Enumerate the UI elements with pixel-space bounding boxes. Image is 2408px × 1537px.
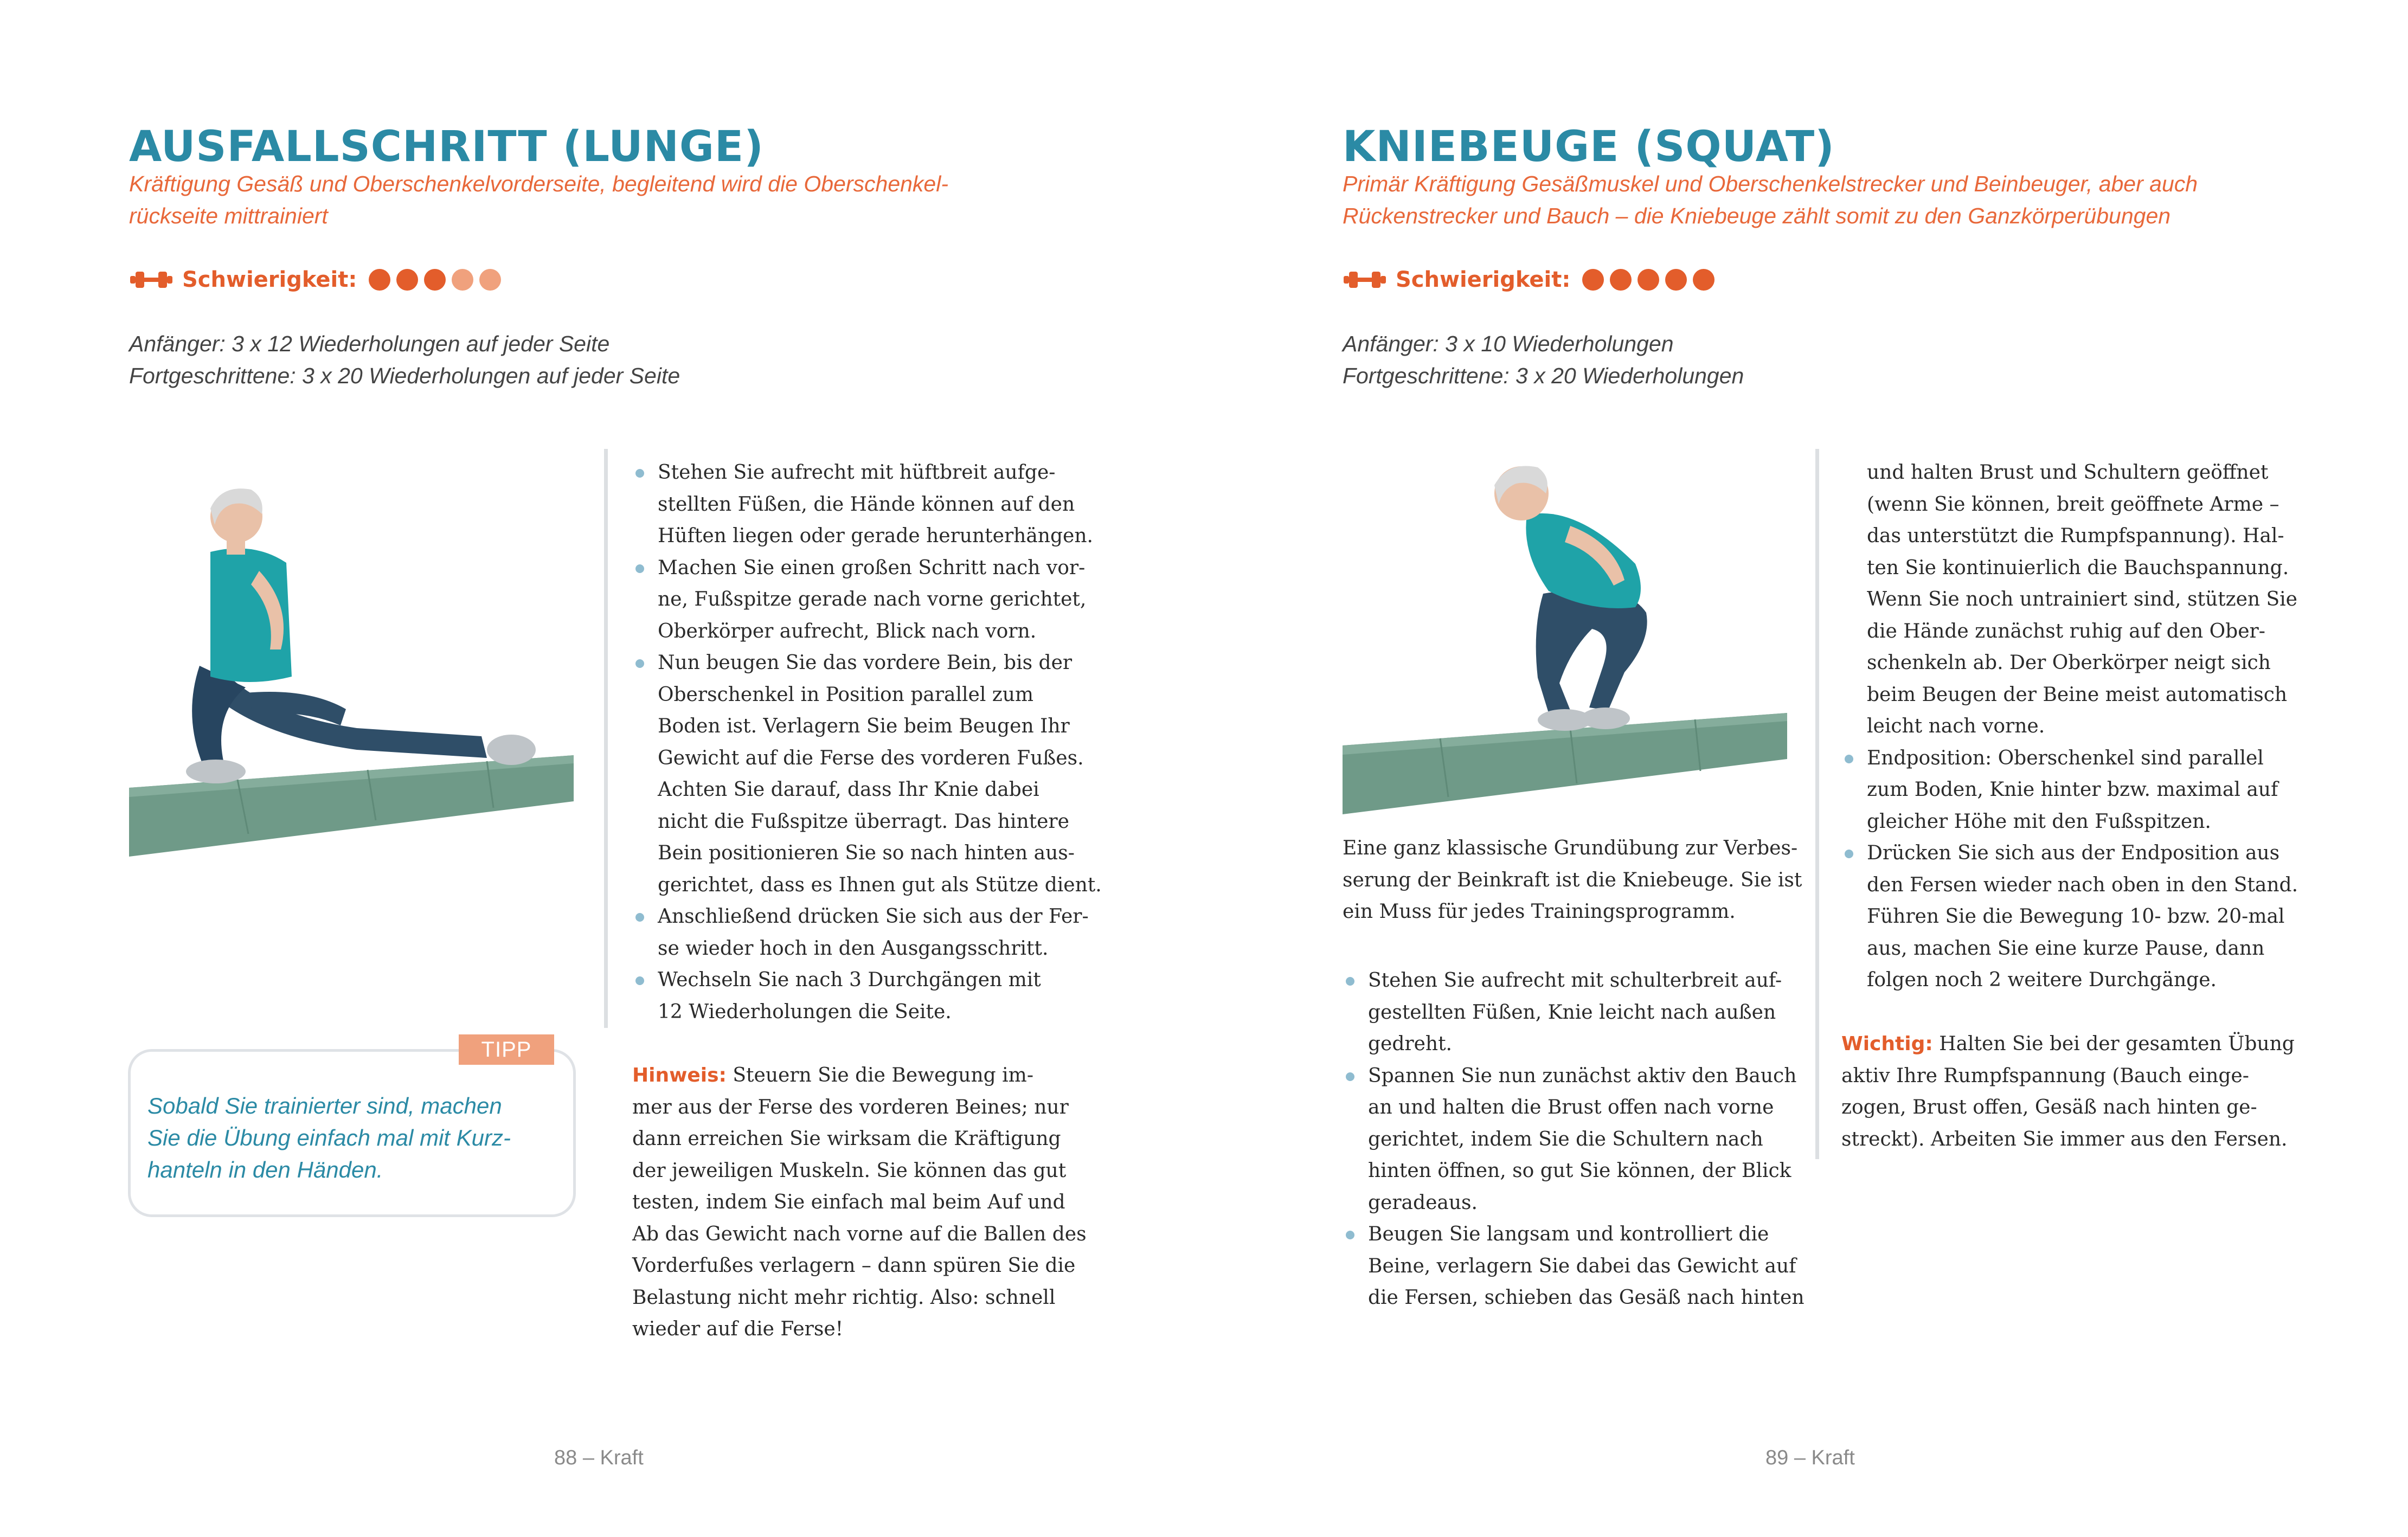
text-line: ten Sie kontinuierlich die Bauchspannung. bbox=[1867, 556, 2289, 579]
text-line: zum Boden, Knie hinter bzw. maximal auf bbox=[1867, 779, 2278, 801]
text-line: gerichtet, dass es Ihnen gut als Stütze dient. bbox=[658, 873, 1102, 896]
text-line: gleicher Höhe mit den Fußspitzen. bbox=[1867, 810, 2211, 833]
text-line: Ab das Gewicht nach vorne auf die Ballen des bbox=[632, 1223, 1087, 1245]
advanced-reps: Fortgeschrittene: 3 x 20 Wiederholungen auf jeder Seite bbox=[129, 363, 680, 388]
right-page bbox=[1204, 0, 2408, 1537]
beginner-reps: Anfänger: 3 x 12 Wiederholungen auf jeder Seite bbox=[129, 331, 610, 356]
list-item bbox=[632, 647, 1109, 901]
text-line: Endposition: Oberschenkel sind parallel bbox=[1867, 747, 2264, 769]
text-line: Wechseln Sie nach 3 Durchgängen mit bbox=[658, 969, 1041, 991]
difficulty-label: Schwierigkeit: bbox=[182, 267, 357, 292]
list-item bbox=[632, 457, 1109, 552]
text-line: Sobald Sie trainierter sind, machen bbox=[147, 1093, 502, 1118]
text-line: Belastung nicht mehr richtig. Also: schnell bbox=[632, 1286, 1056, 1309]
text-line: leicht nach vorne. bbox=[1867, 715, 2045, 737]
difficulty-dot-empty bbox=[479, 269, 501, 291]
instruction-list bbox=[1841, 457, 2319, 996]
column-divider bbox=[604, 449, 608, 1028]
text-line: Beine, verlagern Sie dabei das Gewicht auf bbox=[1368, 1255, 1796, 1277]
text-line: beim Beugen der Beine meist automatisch bbox=[1867, 683, 2288, 706]
subtitle-line: rückseite mittrainiert bbox=[129, 203, 328, 228]
text-line: hanteln in den Händen. bbox=[147, 1157, 383, 1182]
text-line: Bein positionieren Sie so nach hinten aus- bbox=[658, 842, 1075, 864]
text-line: das unterstützt die Rumpfspannung). Hal- bbox=[1867, 525, 2284, 547]
text-line: gestellten Füßen, Knie leicht nach außen bbox=[1368, 1001, 1776, 1024]
text-line: Boden ist. Verlagern Sie beim Beugen Ihr bbox=[658, 715, 1070, 737]
note-paragraph bbox=[632, 1060, 1109, 1346]
text-line: Gewicht auf die Ferse des vorderen Fußes. bbox=[658, 747, 1084, 769]
text-line: Steuern Sie die Bewegung im- bbox=[733, 1064, 1033, 1086]
repetitions bbox=[129, 328, 680, 392]
subtitle-line: Kräftigung Gesäß und Oberschenkelvorderseite, begleitend wird die Oberschenkel- bbox=[129, 171, 948, 196]
difficulty-dot-filled bbox=[1693, 269, 1715, 291]
tip-text bbox=[147, 1090, 511, 1186]
text-line: stellten Füßen, die Hände können auf den bbox=[658, 493, 1075, 516]
difficulty-dot-filled bbox=[1638, 269, 1659, 291]
difficulty-dot-filled bbox=[424, 269, 446, 291]
text-line: Halten Sie bei der gesamten Übung bbox=[1939, 1033, 2295, 1055]
text-line: folgen noch 2 weitere Durchgänge. bbox=[1867, 969, 2217, 991]
tip-tag: TIPP bbox=[459, 1034, 554, 1065]
text-line: aktiv Ihre Rumpfspannung (Bauch einge- bbox=[1841, 1064, 2249, 1087]
lunge-exercise-photo bbox=[129, 454, 574, 857]
difficulty-dot-filled bbox=[1665, 269, 1687, 291]
list-item bbox=[1343, 1060, 1820, 1219]
difficulty-dot-filled bbox=[1582, 269, 1604, 291]
important-label: Wichtig: bbox=[1841, 1033, 1933, 1055]
instructions bbox=[632, 457, 1109, 1028]
exercise-subtitle bbox=[129, 168, 948, 232]
text-line: se wieder hoch in den Ausgangsschritt. bbox=[658, 937, 1049, 960]
text-line: Oberschenkel in Position parallel zum bbox=[658, 683, 1034, 706]
subtitle-line: Rückenstrecker und Bauch – die Kniebeuge zählt somit zu den Ganzkörperübungen bbox=[1343, 203, 2171, 228]
difficulty-dot-empty bbox=[452, 269, 473, 291]
text-line: der jeweiligen Muskeln. Sie können das gut bbox=[632, 1159, 1067, 1182]
list-item bbox=[632, 901, 1109, 964]
text-line: Wenn Sie noch untrainiert sind, stützen Sie bbox=[1867, 588, 2297, 610]
text-line: Achten Sie darauf, dass Ihr Knie dabei bbox=[658, 779, 1039, 801]
intro-paragraph bbox=[1343, 833, 1820, 928]
text-line: gerichtet, indem Sie die Schultern nach bbox=[1368, 1128, 1763, 1150]
text-line: Hüften liegen oder gerade herunterhängen. bbox=[658, 525, 1093, 547]
important-paragraph bbox=[1841, 1028, 2319, 1155]
difficulty-rating bbox=[1343, 263, 1715, 296]
repetitions bbox=[1343, 328, 1744, 392]
list-item bbox=[1343, 1219, 1820, 1314]
list-item bbox=[1841, 838, 2319, 996]
instruction-list bbox=[632, 457, 1109, 1028]
text-line: hinten öffnen, so gut Sie können, der Blick bbox=[1368, 1160, 1791, 1182]
text-line: testen, indem Sie einfach mal beim Auf und bbox=[632, 1191, 1065, 1213]
text-line: Eine ganz klassische Grundübung zur Verbes- bbox=[1343, 837, 1798, 859]
text-line: Nun beugen Sie das vordere Bein, bis der bbox=[658, 652, 1073, 674]
text-line: Oberkörper aufrecht, Blick nach vorn. bbox=[658, 620, 1037, 642]
difficulty-label: Schwierigkeit: bbox=[1396, 267, 1571, 292]
list-item-continuation bbox=[1841, 457, 2319, 743]
text-line: Beugen Sie langsam und kontrolliert die bbox=[1368, 1223, 1769, 1245]
text-line: die Fersen, schieben das Gesäß nach hinten bbox=[1368, 1287, 1805, 1309]
text-line: mer aus der Ferse des vorderen Beines; nur bbox=[632, 1096, 1069, 1118]
dumbbell-icon bbox=[129, 269, 174, 291]
instruction-list bbox=[1343, 965, 1820, 1314]
page-footer: 88 – Kraft bbox=[554, 1446, 644, 1469]
text-line: serung der Beinkraft ist die Kniebeuge. Sie ist bbox=[1343, 869, 1802, 891]
difficulty-dots bbox=[1582, 269, 1715, 291]
list-item bbox=[1343, 965, 1820, 1060]
difficulty-dot-filled bbox=[369, 269, 390, 291]
difficulty-rating bbox=[129, 263, 501, 296]
text-line: gedreht. bbox=[1368, 1033, 1453, 1055]
text-line: den Fersen wieder nach oben in den Stand. bbox=[1867, 873, 2298, 896]
text-line: ein Muss für jedes Trainingsprogramm. bbox=[1343, 901, 1736, 923]
text-line: 12 Wiederholungen die Seite. bbox=[658, 1000, 952, 1023]
text-line: Sie die Übung einfach mal mit Kurz- bbox=[147, 1125, 511, 1150]
text-line: Führen Sie die Bewegung 10- bzw. 20-mal bbox=[1867, 905, 2285, 928]
list-item bbox=[632, 964, 1109, 1028]
page-footer: 89 – Kraft bbox=[1765, 1446, 1855, 1469]
beginner-reps: Anfänger: 3 x 10 Wiederholungen bbox=[1343, 331, 1674, 356]
exercise-title: KNIEBEUGE (SQUAT) bbox=[1343, 123, 1835, 171]
text-line: dann erreichen Sie wirksam die Kräftigung bbox=[632, 1128, 1061, 1150]
text-line: streckt). Arbeiten Sie immer aus den Fersen. bbox=[1841, 1128, 2288, 1150]
subtitle-line: Primär Kräftigung Gesäßmuskel und Oberschenkelstrecker und Beinbeuger, aber auch bbox=[1343, 171, 2198, 196]
text-line: die Hände zunächst ruhig auf den Ober- bbox=[1867, 620, 2265, 642]
text-line: Anschließend drücken Sie sich aus der Fer- bbox=[658, 905, 1089, 928]
text-line: Stehen Sie aufrecht mit hüftbreit aufge- bbox=[658, 461, 1056, 484]
text-line: zogen, Brust offen, Gesäß nach hinten ge- bbox=[1841, 1096, 2257, 1118]
text-line: (wenn Sie können, breit geöffnete Arme – bbox=[1867, 493, 2279, 516]
difficulty-dots bbox=[369, 269, 501, 291]
text-line: und halten Brust und Schultern geöffnet bbox=[1867, 461, 2269, 484]
text-line: Machen Sie einen großen Schritt nach vor- bbox=[658, 556, 1086, 579]
text-line: aus, machen Sie eine kurze Pause, dann bbox=[1867, 937, 2265, 960]
dumbbell-icon bbox=[1343, 269, 1387, 291]
difficulty-dot-filled bbox=[1610, 269, 1632, 291]
text-line: Vorderfußes verlagern – dann spüren Sie die bbox=[632, 1255, 1076, 1277]
text-line: schenkeln ab. Der Oberkörper neigt sich bbox=[1867, 652, 2271, 674]
instructions-column-1 bbox=[1343, 965, 1820, 1314]
text-line: Stehen Sie aufrecht mit schulterbreit auf- bbox=[1368, 969, 1782, 992]
advanced-reps: Fortgeschrittene: 3 x 20 Wiederholungen bbox=[1343, 363, 1744, 388]
note-label: Hinweis: bbox=[632, 1064, 727, 1086]
instructions-column-2 bbox=[1841, 457, 2319, 996]
text-line: nicht die Fußspitze überragt. Das hintere bbox=[658, 810, 1069, 833]
squat-exercise-photo bbox=[1343, 455, 1787, 814]
column-divider bbox=[1815, 449, 1819, 1159]
exercise-title: AUSFALLSCHRITT (LUNGE) bbox=[129, 123, 764, 171]
list-item bbox=[1841, 743, 2319, 838]
difficulty-dot-filled bbox=[396, 269, 418, 291]
exercise-subtitle bbox=[1343, 168, 2198, 232]
text-line: wieder auf die Ferse! bbox=[632, 1318, 844, 1340]
list-item bbox=[632, 552, 1109, 648]
text-line: Spannen Sie nun zunächst aktiv den Bauch bbox=[1368, 1064, 1797, 1087]
text-line: geradeaus. bbox=[1368, 1191, 1478, 1214]
text-line: ne, Fußspitze gerade nach vorne gerichtet, bbox=[658, 588, 1087, 610]
text-line: an und halten die Brust offen nach vorne bbox=[1368, 1096, 1774, 1118]
text-line: Drücken Sie sich aus der Endposition aus bbox=[1867, 842, 2280, 864]
